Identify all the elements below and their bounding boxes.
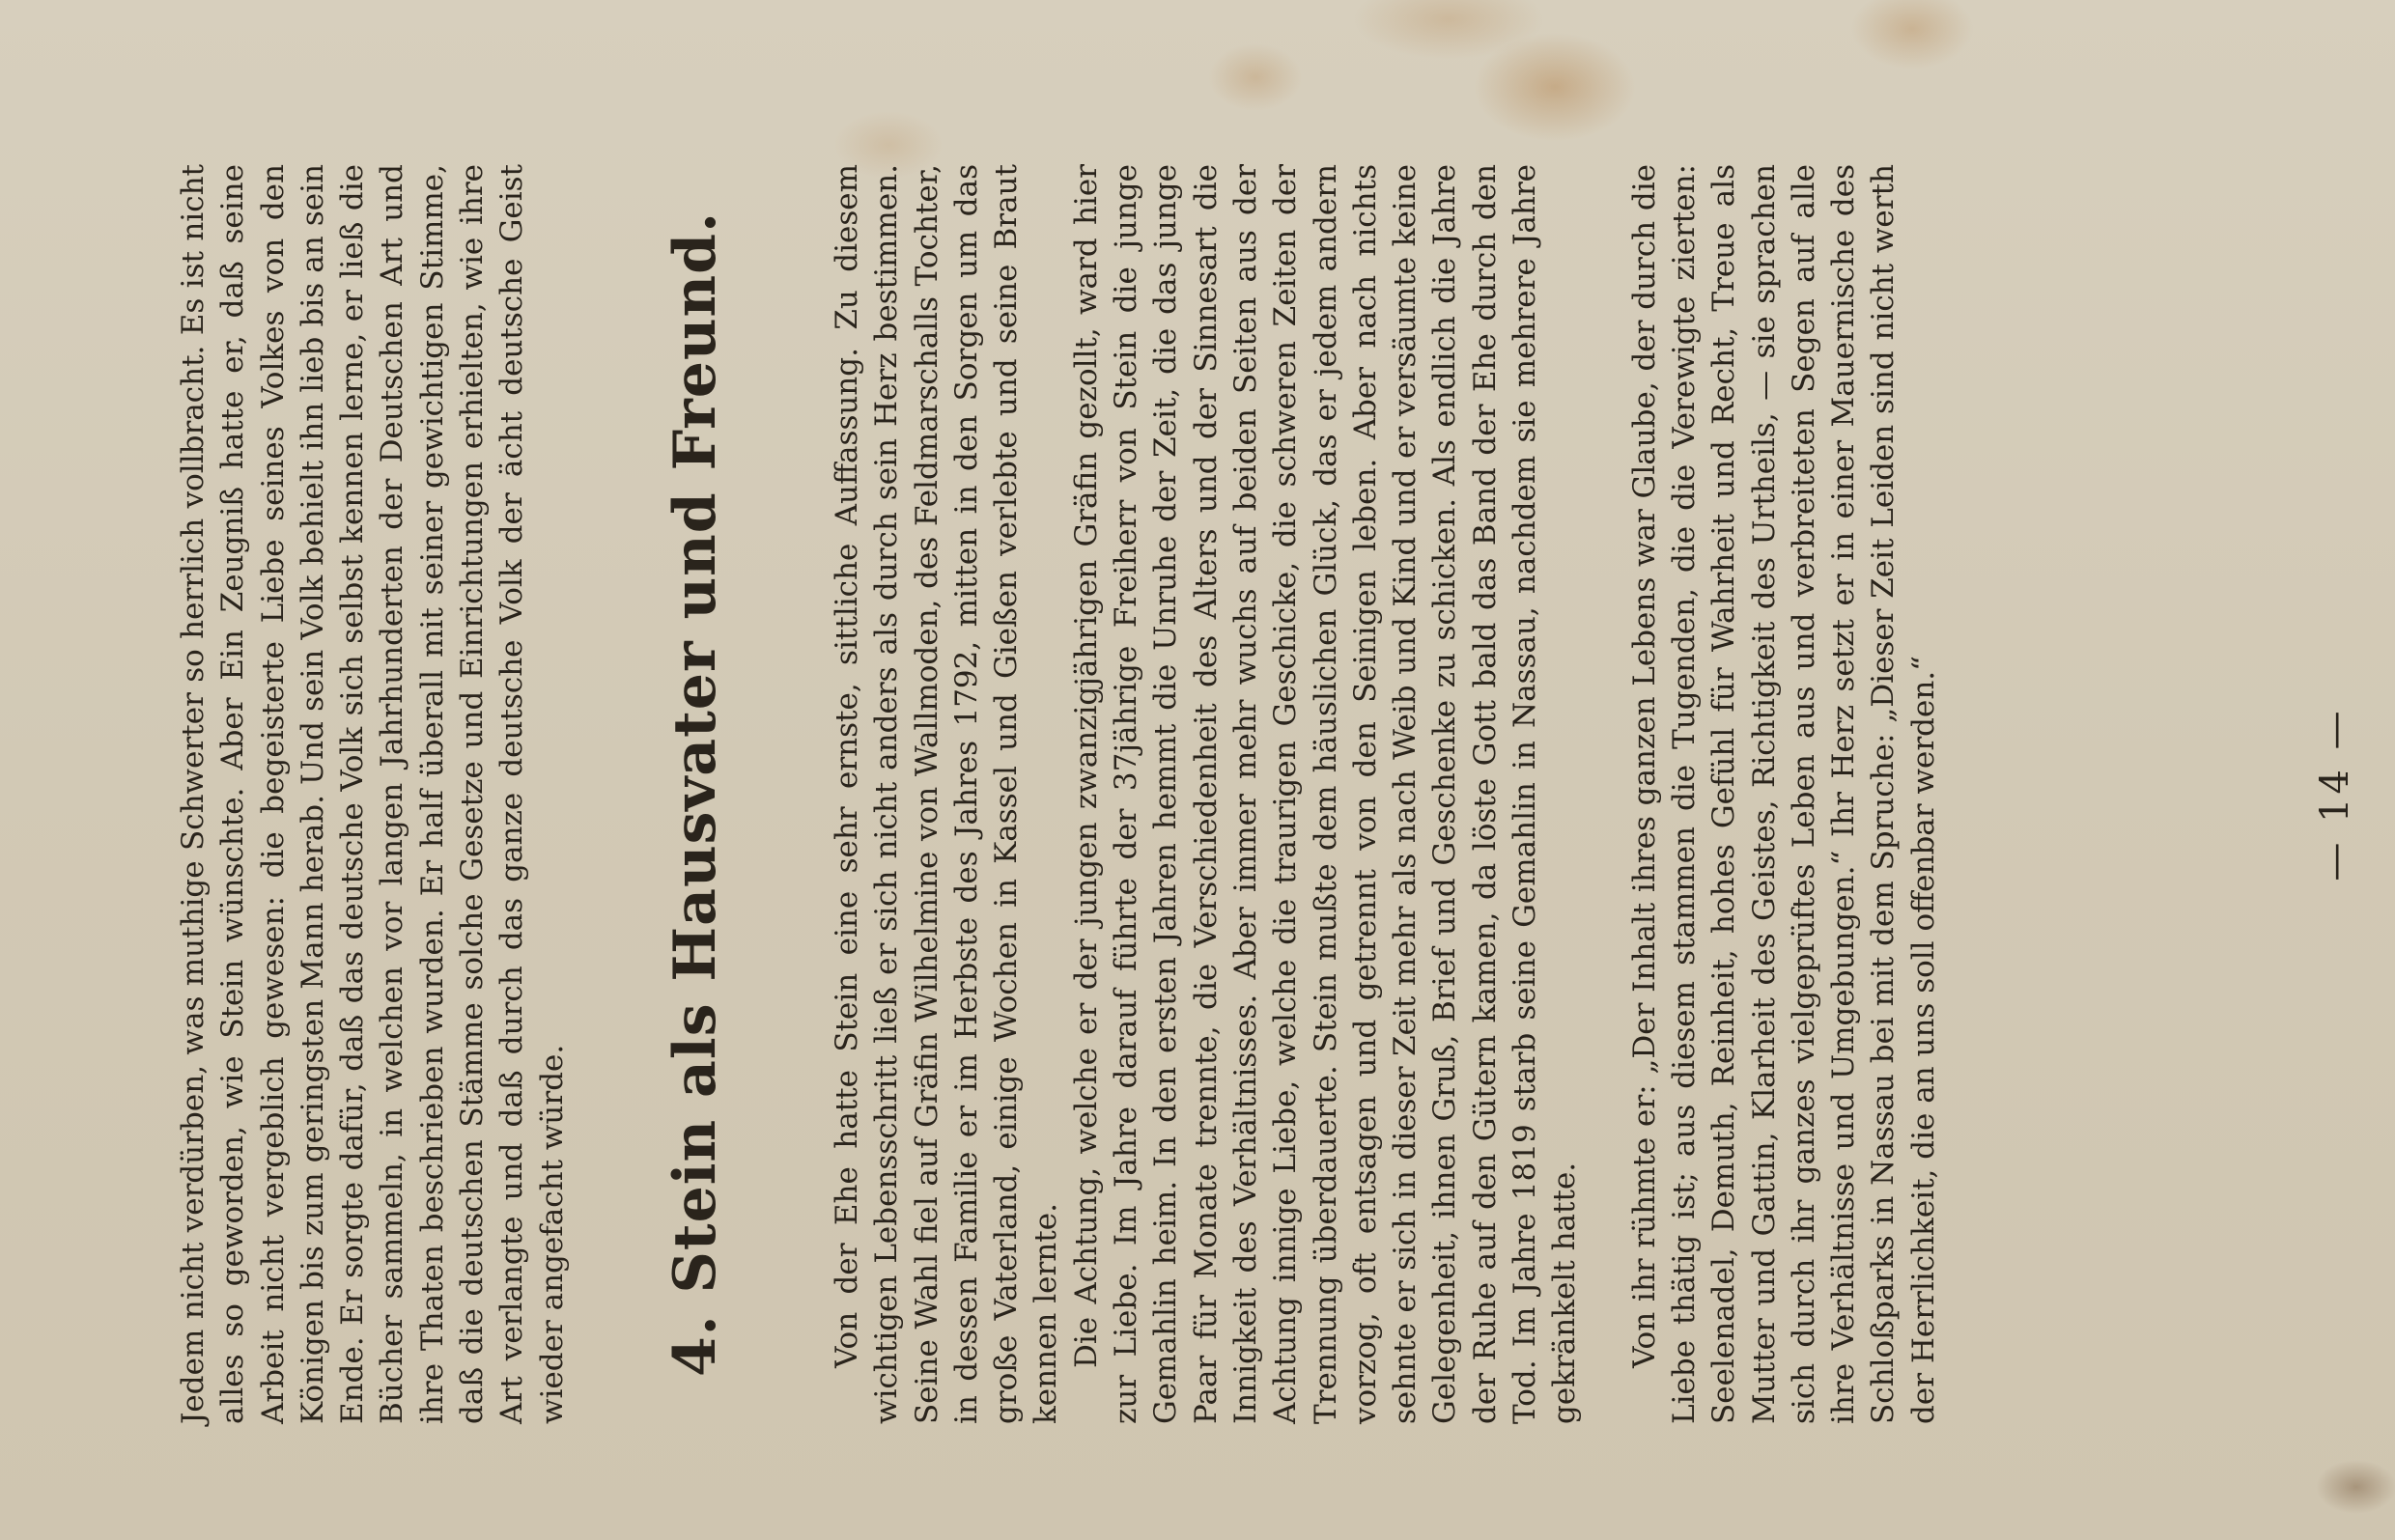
chapter-title: 4. Stein als Hausvater und Freund.: [661, 211, 729, 1377]
paragraph-praise: Von ihr rühmte er: „Der Inhalt ihres ganzen Lebens war Glaube, der durch die Liebe thätig ist; aus diesem stammen die Tugenden, die die Verewigte zierten: Seelenadel, Demuth, Reinheit, hohes Gefühl für Wahrheit und Recht, Treue als Mutter und Gattin, Klarheit des Geistes, Richtigkeit des Urtheils, — sie sprachen sich durch ihr ganzes vielgeprüftes Leben aus und verbreiteten Segen auf alle ihre Verhältnisse und Umgebungen.“ Ihr Herz setzt er in einer Mauernische des Schloßparks in Nassau bei mit dem Spruche: „Dieser Zeit Leiden sind nicht werth der Herrlichkeit, die an uns soll offenbar werden.“: [1626, 164, 1941, 1424]
rotated-text-block: [174, 164, 2357, 1424]
page-number: — 14 —: [2313, 707, 2357, 882]
paragraph-marriage: Von der Ehe hatte Stein eine sehr ernste, sittliche Auffassung. Zu diesem wichtigen Lebensschritt ließ er sich nicht anders als durch sein Herz bestimmen. Seine Wahl fiel auf Gräfin Wilhelmine von Wallmoden, des Feldmarschalls Tochter, in dessen Familie er im Herbste des Jahres 1792, mitten in den Sorgen um das große Vaterland, einige Wochen in Kassel und Gießen verlebte und seine Braut kennen lernte.: [829, 164, 1064, 1424]
paragraph-love: Die Achtung, welche er der jungen zwanzigjährigen Gräfin gezollt, ward hier zur Liebe. Im Jahre darauf führte der 37jährige Freiherr von Stein die junge Gemahlin heim. In den ersten Jahren hemmt die Unruhe der Zeit, die das junge Paar für Monate trennte, die Verschiedenheit des Alters und der Sinnesart die Innigkeit des Verhältnisses. Aber immer mehr wuchs auf beiden Seiten aus der Achtung innige Liebe, welche die traurigen Geschicke, die schweren Zeiten der Trennung überdauerte. Stein mußte dem häuslichen Glück, das er jedem andern vorzog, oft entsagen und getrennt von den Seinigen leben. Aber nach nichts sehnte er sich in dieser Zeit mehr als nach Weib und Kind und er versäumte keine Gelegenheit, ihnen Gruß, Brief und Geschenke zu schicken. Als endlich die Jahre der Ruhe auf den Gütern kamen, da löste Gott bald das Band der Ehe durch den Tod. Im Jahre 1819 starb seine Gemahlin in Nassau, nachdem sie mehrere Jahre gekränkelt hatte.: [1068, 164, 1583, 1424]
paragraph-continued: Jedem nicht verdürben, was muthige Schwerter so herrlich vollbracht. Es ist nicht alles so geworden, wie Stein wünschte. Aber Ein Zeugniß hatte er, daß seine Arbeit nicht vergeblich gewesen: die begeisterte Liebe seines Volkes von den Königen bis zum geringsten Mann herab. Und sein Volk behielt ihn lieb bis an sein Ende. Er sorgte dafür, daß das deutsche Volk sich selbst kennen lerne, er ließ die Bücher sammeln, in welchen vor langen Jahrhunderten der Deutschen Art und ihre Thaten beschrieben wurden. Er half überall mit seiner gewichtigen Stimme, daß die deutschen Stämme solche Gesetze und Einrichtungen erhielten, wie ihre Art verlangte und daß durch das ganze deutsche Volk der ächt deutsche Geist wieder angefacht würde.: [176, 164, 570, 1424]
